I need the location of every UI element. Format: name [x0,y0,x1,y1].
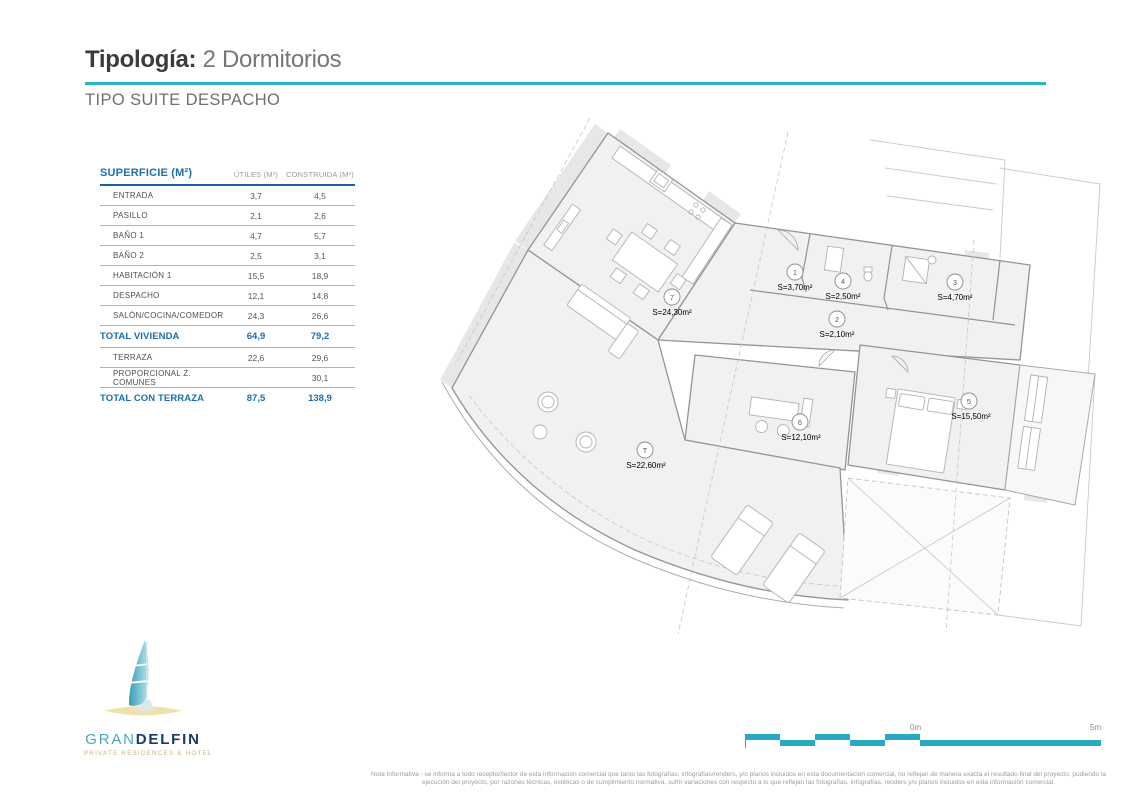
brand-logo [84,638,213,757]
title-value: 2 Dormitorios [196,46,342,73]
table-row-total-terraza [100,388,355,409]
teal-rule [85,82,1046,85]
svg-text:7: 7 [669,293,675,302]
row-utiles: 3,7 [250,190,262,201]
row-label: PASILLO [113,211,148,220]
logo-delfin: DELFIN [135,731,201,748]
row-construida: 138,9 [308,393,332,404]
bathtub [824,246,843,272]
table-row [100,286,355,306]
row-construida: 18,9 [311,270,329,281]
row-utiles: 22,6 [247,352,265,363]
row-utiles: 4,7 [250,230,262,241]
toilet [864,267,872,281]
title-label: Tipología: [85,46,197,73]
logo-gran: GRAN [85,731,136,748]
row-construida: 3,1 [314,250,326,261]
svg-text:S=4,70m²: S=4,70m² [937,293,973,302]
row-construida: 5,7 [314,230,326,241]
basin [928,256,936,264]
shower [902,256,929,283]
page-title [85,46,1046,74]
surface-table [100,167,355,409]
surface-table-title: SUPERFICIE (M²) [100,167,193,179]
svg-text:6: 6 [797,418,803,427]
table-row [100,348,355,368]
col-header-utiles: ÚTILES (M²) [233,170,279,179]
row-construida: 30,1 [311,372,329,383]
row-utiles: 15,5 [247,270,265,281]
door-arc [819,350,835,366]
row-label: TOTAL CON TERRAZA [100,393,205,404]
row-construida: 4,5 [314,190,326,201]
svg-text:3: 3 [952,278,958,287]
table-row [100,266,355,286]
table-row [100,368,355,388]
scale-zero-label: 0m [910,723,922,732]
table-row [100,186,355,206]
row-utiles: 87,5 [246,393,266,404]
table-row [100,246,355,266]
sail-shape [129,640,148,706]
row-label: ENTRADA [113,191,154,200]
row-label: TERRAZA [113,353,153,362]
svg-text:1: 1 [792,268,798,277]
row-label: BAÑO 1 [113,231,145,240]
row-utiles: 2,5 [250,250,262,261]
svg-text:2: 2 [834,315,840,324]
table-row [100,226,355,246]
logo-wordmark [84,731,202,748]
row-utiles: 2,1 [250,210,262,221]
adjacent-structure [870,140,1005,258]
row-utiles: 24,3 [247,310,265,321]
scale-bar-graphic [745,734,1101,748]
row-utiles: 64,9 [246,331,266,342]
surface-table-header [100,167,355,184]
svg-text:S=12,10m²: S=12,10m² [781,433,821,442]
row-construida: 26,6 [311,310,329,321]
scale-bar [745,723,1101,749]
svg-text:S=24,30m²: S=24,30m² [652,308,692,317]
sail-logo-icon [93,638,193,722]
scale-five-label: 5m [1090,723,1102,732]
svg-text:S=3,70m²: S=3,70m² [777,283,813,292]
adjacent-structure [885,168,996,210]
row-construida: 79,2 [310,331,330,342]
row-label: HABITACIÓN 1 [113,271,172,280]
communal-crossed-area [840,478,1010,615]
svg-text:S=22,60m²: S=22,60m² [626,461,666,470]
row-label: BAÑO 2 [113,251,145,260]
table-row-total-vivienda [100,326,355,348]
row-construida: 2,6 [314,210,326,221]
page-subtitle: TIPO SUITE DESPACHO [85,90,281,109]
svg-text:T: T [642,446,648,455]
floor-plan-drawing [440,110,1130,645]
legal-disclaimer: Nota Informativa - se informa a todo receptor/lector de esta información comercial que tanto las fotografías, infografías/renders, y/o planos incluidos en esta documentación comercial, no reflejan de manera exacta el resultado final del proyecto, pudiendo la ejecución del proyecto, por razones técnicas, estéticas o de cumplimiento normativa, sufrir variaciones con respecto a lo que reflejan las fotografías, infografías, renders y/o planos incluidos en esta información comercial. [371,770,1106,786]
row-label: SALÓN/COCINA/COMEDOR [113,311,224,320]
row-utiles: 12,1 [247,290,265,301]
floor-plan-area [440,110,1130,645]
page-header [85,46,1046,110]
col-header-construida: CONSTRUIDA (M²) [286,170,354,179]
svg-text:S=15,50m²: S=15,50m² [951,412,991,421]
room-right-strip [1005,365,1095,505]
row-label: PROPORCIONAL Z. COMUNES [113,368,191,387]
table-row [100,306,355,326]
table-row [100,206,355,226]
logo-tagline: PRIVATE RESIDENCES & HOTEL [84,750,213,757]
svg-text:4: 4 [840,277,846,286]
row-label: TOTAL VIVIENDA [100,331,180,342]
svg-text:5: 5 [966,397,972,406]
svg-text:S=2,10m²: S=2,10m² [819,330,855,339]
row-construida: 29,6 [311,352,329,363]
row-construida: 14,8 [311,290,329,301]
row-label: DESPACHO [113,291,160,300]
svg-text:S=2,50m²: S=2,50m² [825,292,861,301]
